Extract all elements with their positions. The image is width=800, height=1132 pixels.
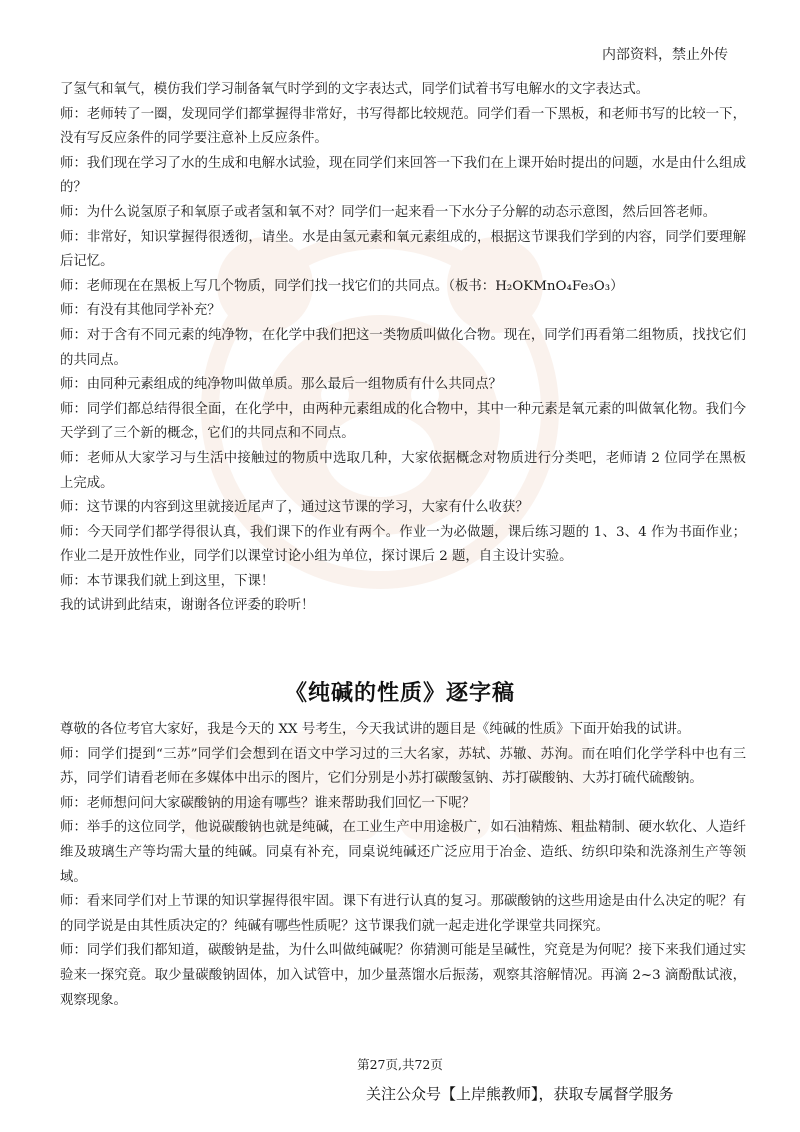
paragraph: 师：由同种元素组成的纯净物叫做单质。那么最后一组物质有什么共同点？ <box>60 377 502 393</box>
paragraph: 师：看来同学们对上节课的知识掌握得很牢固。课下有进行认真的复习。那碳酸钠的这些用途是由什么决定的呢？有的同学说是由其性质决定的？纯碱有哪些性质呢？这节课我们就一起走进化学课堂共同探究。 <box>60 894 746 934</box>
page-number: 第27页,共72页 <box>357 1057 443 1072</box>
paragraph: 师：老师从大家学习与生活中接触过的物质中选取几种，大家依据概念对物质进行分类吧，老师请 2 位同学在黑板上完成。 <box>60 450 746 491</box>
section2-body <box>60 718 746 1013</box>
paragraph: 尊敬的各位考官大家好，我是今天的 XX 号考生，今天我试讲的题目是《纯碱的性质》下面开始我的试讲。 <box>60 722 691 737</box>
paragraph: 师：举手的这位同学，他说碳酸钠也就是纯碱，在工业生产中用途极广，如石油精炼、粗盐精制、硬水软化、人造纤维及玻璃生产等均需大量的纯碱。同桌有补充，同桌说纯碱还广泛应用于冶金、造纸、纺织印染和洗涤剂生产等领域。 <box>60 820 746 885</box>
footer-promo: 关注公众号【上岸熊教师】，获取专属督学服务 <box>366 1085 674 1103</box>
section1-body <box>60 78 746 619</box>
paragraph: 师：有没有其他同学补充？ <box>60 303 221 319</box>
paragraph: 师：同学们我们都知道，碳酸钠是盐，为什么叫做纯碱呢？你猜测可能是呈碱性，究竟是为何呢？接下来我们通过实验来一探究竟。取少量碳酸钠固体，加入试管中，加少量蒸馏水后振荡，观察其溶解情况。再滴 2~3 滴酚酞试液，观察现象。 <box>60 943 746 1008</box>
section-title: 《纯碱的性质》逐字稿 <box>284 680 515 706</box>
paragraph: 师：本节课我们就上到这里，下课！ <box>60 573 275 589</box>
closing-statement: 我的试讲到此结束，谢谢各位评委的聆听！ <box>60 598 315 614</box>
paragraph: 师：为什么说氢原子和氧原子或者氢和氧不对？同学们一起来看一下水分子分解的动态示意图，然后回答老师。 <box>60 204 717 220</box>
paragraph: 师：老师想问问大家碳酸钠的用途有哪些？谁来帮助我们回忆一下呢？ <box>60 795 476 811</box>
confidential-note: 内部资料，禁止外传 <box>602 47 728 63</box>
paragraph: 师：同学们都总结得很全面，在化学中，由两种元素组成的化合物中，其中一种元素是氧元素的叫做氧化物。我们今天学到了三个新的概念，它们的共同点和不同点。 <box>60 401 746 442</box>
paragraph: 师：非常好，知识掌握得很透彻，请坐。水是由氢元素和氧元素组成的，根据这节课我们学到的内容，同学们要理解后记忆。 <box>60 229 746 270</box>
paragraph: 师：老师现在在黑板上写几个物质，同学们找一找它们的共同点。（板书：H₂OKMnO₄Fe₃O₃） <box>60 278 624 294</box>
paragraph: 师：同学们提到“三苏”同学们会想到在语文中学习过的三大名家，苏轼、苏辙、苏洵。而在咱们化学学科中也有三苏，同学们请看老师在多媒体中出示的图片，它们分别是小苏打碳酸氢钠、苏打碳酸钠、大苏打硫代硫酸钠。 <box>60 746 746 787</box>
paragraph: 师：对于含有不同元素的纯净物，在化学中我们把这一类物质叫做化合物。现在，同学们再看第二组物质，找找它们的共同点。 <box>60 327 746 368</box>
paragraph: 师：今天同学们都学得很认真，我们课下的作业有两个。作业一为必做题，课后练习题的 1、3、4 作为书面作业；作业二是开放性作业，同学们以课堂讨论小组为单位，探讨课后 2 题，自主设计实验。 <box>60 524 746 565</box>
paragraph: 了氢气和氧气，模仿我们学习制备氧气时学到的文字表达式，同学们试着书写电解水的文字表达式。 <box>60 82 650 97</box>
paragraph: 师：这节课的内容到这里就接近尾声了，通过这节课的学习，大家有什么收获？ <box>60 500 529 516</box>
paragraph: 师：老师转了一圈，发现同学们都掌握得非常好，书写得都比较规范。同学们看一下黑板，和老师书写的比较一下，没有写反应条件的同学要注意补上反应条件。 <box>60 106 746 147</box>
paragraph: 师：我们现在学习了水的生成和电解水试验，现在同学们来回答一下我们在上课开始时提出的问题，水是由什么组成的？ <box>60 155 746 196</box>
